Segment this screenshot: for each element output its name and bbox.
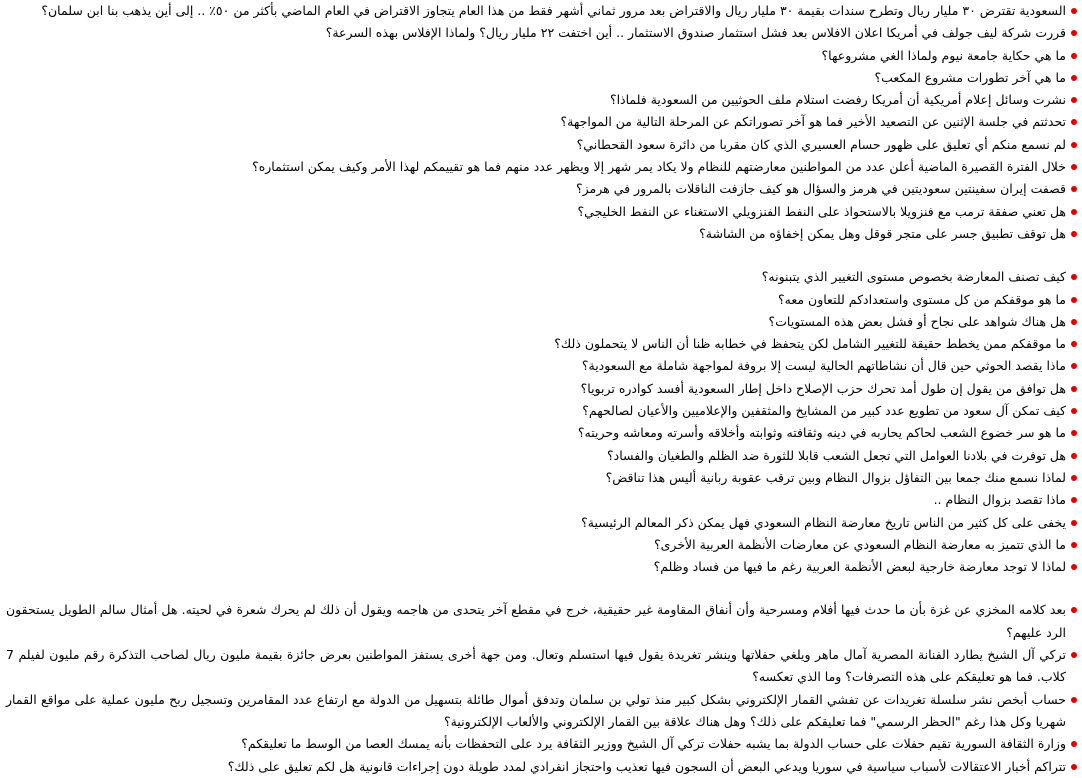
question-text: ما هي آخر تطورات مشروع المكعب؟: [874, 69, 1066, 85]
question-text: لماذا نسمع منك جمعا بين التفاؤل بزوال النظام وبين ترقب عقوبة ربانية أليس هذا تناقض؟: [605, 469, 1066, 485]
list-item: [0, 378, 1080, 400]
bullet-dot-icon: [1071, 607, 1077, 613]
question-text: كيف تصنف المعارضة بخصوص مستوى التغيير الذي يتبنونه؟: [761, 269, 1066, 285]
bullet-dot-icon: [1071, 297, 1077, 303]
question-text: يخفى على كل كثير من الناس تاريخ معارضة النظام السعودي فهل يمكن ذكر المعالم الرئيسية؟: [581, 514, 1066, 530]
list-item: [0, 311, 1080, 333]
question-text: هل تعني صفقة ترمب مع فنزويلا بالاستحواذ على النفط الفنزويلي الاستغناء عن النفط الخليجي؟: [577, 203, 1066, 219]
bullet-dot-icon: [1071, 75, 1077, 81]
list-item: [0, 467, 1080, 489]
bullet-dot-icon: [1071, 119, 1077, 125]
list-item: [0, 266, 1080, 288]
bullet-dot-icon: [1071, 97, 1077, 103]
question-text: ما الذي تتميز به معارضة النظام السعودي عن معارضات الأنظمة العربية الأخرى؟: [654, 536, 1066, 552]
list-item: [0, 534, 1080, 556]
question-text: هل توافق من يقول إن طول أمد تحرك حزب الإصلاح داخل إطار السعودية أفسد كوادره تربويا؟: [580, 380, 1066, 396]
question-text: تتراكم أخبار الاعتقالات لأسباب سياسية في سوريا ويدعي البعض أن السجون فيها تعذيب واحتجاز انفرادي لمدد طويلة دون إجراءات قانونية هل لكم تعليق على ذلك؟: [227, 758, 1066, 774]
question-text: ماذا تقصد بزوال النظام ..: [933, 492, 1066, 508]
question-text: خلال الفترة القصيرة الماضية أعلن عدد من المواطنين معارضتهم للنظام ولا يكاد يمر شهر إلا ويظهر عدد منهم فما هو تقييمكم لهذا الأمر وكيف يمكن استثماره؟: [252, 159, 1066, 175]
list-item: [0, 355, 1080, 377]
bullet-dot-icon: [1071, 386, 1077, 392]
list-item: [0, 201, 1080, 223]
list-item: [0, 134, 1080, 156]
question-text: لم نسمع منكم أي تعليق على ظهور حسام العسيري الذي كان مقربا من دائرة سعود القحطاني؟: [576, 136, 1066, 152]
question-text: لماذا لا توجد معارضة خارجية لبعض الأنظمة العربية رغم ما فيها من فساد وظلم؟: [653, 559, 1066, 575]
list-item: [0, 689, 1080, 734]
list-item: [0, 422, 1080, 444]
bullet-dot-icon: [1071, 341, 1077, 347]
bullet-dot-icon: [1071, 8, 1077, 14]
bullet-dot-icon: [1071, 453, 1077, 459]
list-item: [0, 67, 1080, 89]
list-item: [0, 45, 1080, 67]
bullet-dot-icon: [1071, 697, 1077, 703]
question-text: قررت شركة ليف جولف في أمريكا اعلان الافلاس بعد فشل استثمار صندوق الاستثمار .. أين اختفت ٢٢ مليار ريال؟ ولماذا الإفلاس بهذه السرعة؟: [325, 25, 1066, 41]
bullet-dot-icon: [1071, 764, 1077, 770]
list-item: [0, 512, 1080, 534]
question-text: هل توفرت في بلادنا العوامل التي تجعل الشعب قابلا للثورة ضد الظلم والطغيان والفساد؟: [607, 447, 1066, 463]
question-text: بعد كلامه المخزي عن غزة بأن ما حدث فيها أفلام ومسرحية وأن أنفاق المقاومة غير حقيقية، خرج في مقطع آخر يتحدى من هاجمه ويقول أن ذلك لم يحرك شعرة في لحيته. هل أمثال سالم الطويل يستحقون الرد عليهم؟: [6, 602, 1066, 640]
bullet-dot-icon: [1071, 142, 1077, 148]
list-item: [0, 22, 1080, 44]
bullet-dot-icon: [1071, 30, 1077, 36]
bullet-dot-icon: [1071, 231, 1077, 237]
section-spacer: [0, 578, 1080, 599]
list-item: [0, 0, 1080, 22]
list-item: [0, 223, 1080, 245]
list-item: [0, 400, 1080, 422]
question-text: ما هو موقفكم من كل مستوى واستعدادكم للتعاون معه؟: [778, 291, 1066, 307]
list-item: [0, 644, 1080, 689]
list-item: [0, 333, 1080, 355]
bullet-dot-icon: [1071, 741, 1077, 747]
question-list-group-2: [0, 266, 1080, 578]
bullet-dot-icon: [1071, 520, 1077, 526]
question-text: ما هو سر خضوع الشعب لحاكم يحاربه في دينه وثقافته وثوابته وأخلاقه وأسرته ومعاشه وحريته؟: [577, 425, 1066, 441]
bullet-dot-icon: [1071, 430, 1077, 436]
list-item: [0, 89, 1080, 111]
question-text: ماذا يقصد الحوثي حين قال أن نشاطاتهم الحالية ليست إلا بروفة لمواجهة شاملة مع السعودية؟: [581, 358, 1066, 374]
question-text: السعودية تقترض ٣٠ مليار ريال وتطرح سندات بقيمة ٣٠ مليار ريال والاقتراض بعد مرور ثماني أشهر فقط من هذا العام يتجاوز الاقتراض في العام الماضي بأكثر من ٥٠٪ .. إلى أين يذهب بنا ابن سلمان؟: [41, 3, 1066, 18]
question-text: حساب أبخص نشر سلسلة تغريدات عن تفشي القمار الإلكتروني بشكل كبير منذ تولي بن سلمان وتدفق أموال طائلة بتسهيل من الدولة مع ارتفاع عدد المقامرين وتسجيل ربح مليون عملية على مواقع القمار شهريا وكل هذا رغم "الحظر الرسمي" فما تعليقكم على ذلك؟ وهل هناك علاقة بين القمار الإلكتروني والألعاب الإلكترونية؟: [6, 691, 1066, 729]
question-text: هل توقف تطبيق جسر على متجر قوقل وهل يمكن إخفاؤه من الشاشة؟: [699, 225, 1066, 241]
list-item: [0, 756, 1080, 778]
question-text: وزارة الثقافة السورية تقيم حفلات على حساب الدولة بما يشبه حفلات تركي آل الشيخ ووزير الثقافة يرد على التحفظات بأنه يمسك العصا من الوسط ما تعليقكم؟: [241, 736, 1066, 752]
bullet-dot-icon: [1071, 542, 1077, 548]
bullet-dot-icon: [1071, 186, 1077, 192]
list-item: [0, 289, 1080, 311]
bullet-dot-icon: [1071, 209, 1077, 215]
bullet-dot-icon: [1071, 164, 1077, 170]
bullet-dot-icon: [1071, 319, 1077, 325]
question-text: ما موقفكم ممن يخطط حقيقة للتغيير الشامل لكن يتحفظ في خطابه ظنا أن الناس لا يتحملون ذلك؟: [554, 336, 1066, 352]
bullet-dot-icon: [1071, 475, 1077, 481]
section-spacer: [0, 245, 1080, 266]
question-list-group-1: [0, 0, 1080, 245]
list-item: [0, 111, 1080, 133]
bullet-dot-icon: [1071, 564, 1077, 570]
question-text: قصفت إيران سفينتين سعوديتين في هرمز والسؤال هو كيف جازفت الناقلات بالمرور في هرمز؟: [576, 181, 1066, 197]
list-item: [0, 556, 1080, 578]
question-text: نشرت وسائل إعلام أمريكية أن أمريكا رفضت استلام ملف الحوثيين من السعودية فلماذا؟: [609, 92, 1066, 108]
list-item: [0, 445, 1080, 467]
list-item: [0, 489, 1080, 511]
bullet-dot-icon: [1071, 274, 1077, 280]
bullet-dot-icon: [1071, 408, 1077, 414]
question-text: ما هي حكاية جامعة نيوم ولماذا الغي مشروعها؟: [821, 47, 1066, 63]
bullet-dot-icon: [1071, 652, 1077, 658]
bullet-dot-icon: [1071, 53, 1077, 59]
question-text: تركي آل الشيخ يطارد الفنانة المصرية آمال ماهر ويلغي حفلاتها وينشر تغريدة يقول فيها استسلم وتعال. ومن جهة أخرى يستفز المواطنين بعرض جائزة بقيمة مليون ريال لصاحب التذكرة رقم مليون لفيلم 7 كلاب. فما هو تعليقكم على هذه التصرفات؟ وما الذي تعكسه؟: [6, 647, 1066, 685]
question-text: هل هناك شواهد على نجاح أو فشل بعض هذه المستويات؟: [768, 313, 1066, 329]
bullet-dot-icon: [1071, 497, 1077, 503]
question-text: تحدثتم في جلسة الإثنين عن التصعيد الأخير فما هو آخر تصوراتكم عن المرحلة التالية من المواجهة؟: [560, 114, 1066, 130]
question-text: كيف تمكن آل سعود من تطويع عدد كبير من المشايخ والمثقفين والإعلاميين والأعيان لصالحهم؟: [582, 403, 1066, 419]
list-item: [0, 178, 1080, 200]
list-item: [0, 733, 1080, 755]
question-list-group-3: [0, 599, 1080, 777]
list-item: [0, 599, 1080, 644]
bullet-dot-icon: [1071, 363, 1077, 369]
list-item: [0, 156, 1080, 178]
